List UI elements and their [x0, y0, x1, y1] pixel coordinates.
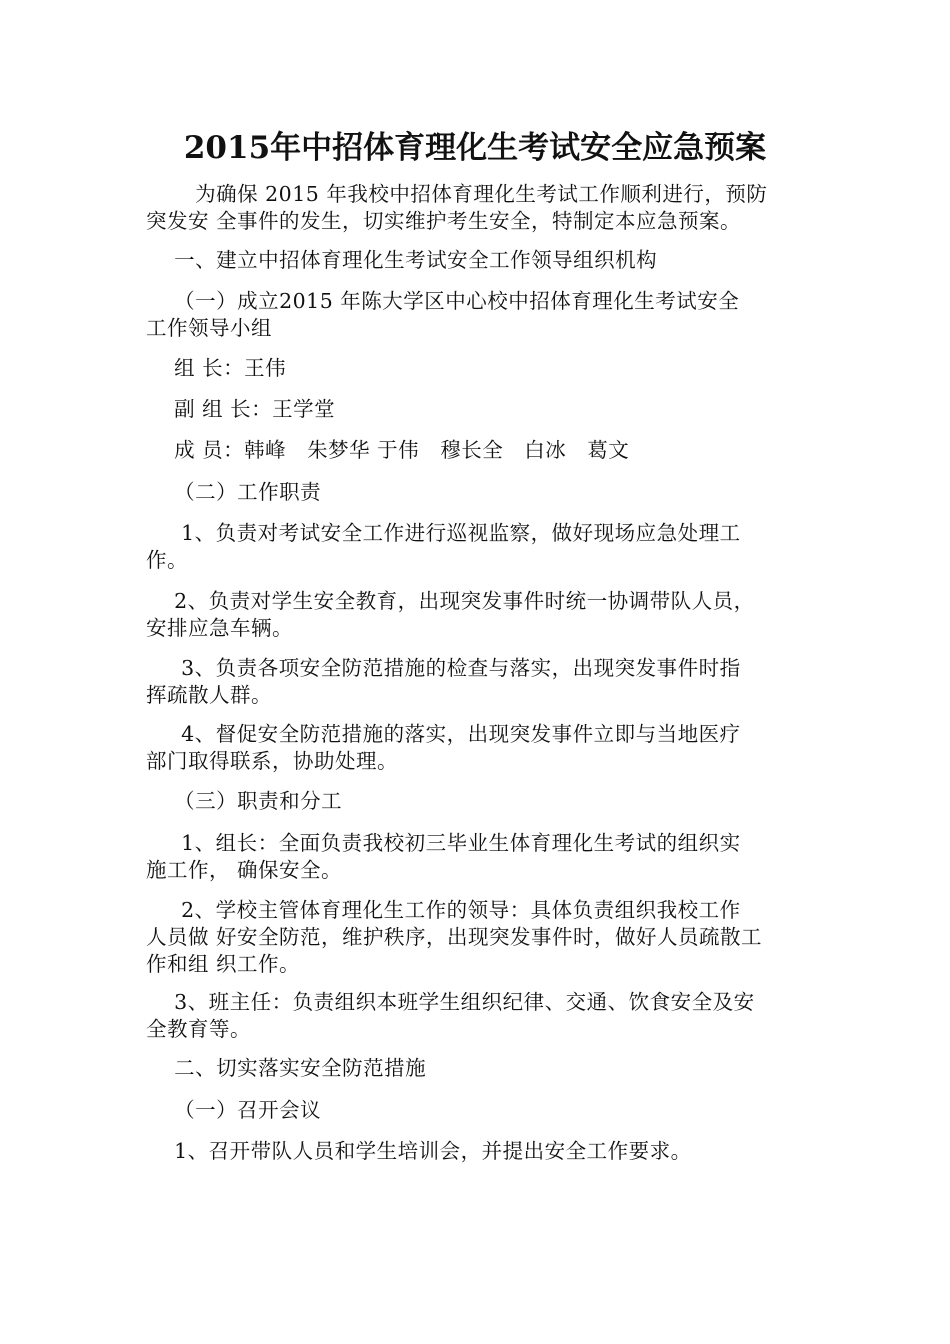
- paragraph-line: 1、组长：全面负责我校初三毕业生体育理化生考试的组织实: [146, 831, 741, 855]
- deputy-group-leader: [146, 396, 806, 423]
- paragraph-line: 人员做 好安全防范，维护秩序，出现突发事件时，做好人员疏散工: [146, 925, 763, 949]
- paragraph-line: 施工作， 确保安全。: [146, 858, 343, 882]
- paragraph-line: 突发安 全事件的发生，切实维护考生安全，特制定本应急预案。: [146, 209, 742, 233]
- paragraph-line: 安排应急车辆。: [146, 616, 293, 640]
- paragraph-line: 工作领导小组: [146, 316, 272, 340]
- group-leader: [146, 355, 806, 382]
- paragraph-line: 4、督促安全防范措施的落实，出现突发事件立即与当地医疗: [146, 722, 741, 746]
- paragraph-line: 副 组 长：王学堂: [146, 397, 336, 421]
- paragraph-line: 3、负责各项安全防范措施的检查与落实，出现突发事件时指: [146, 656, 741, 680]
- paragraph-line: 全教育等。: [146, 1017, 251, 1041]
- document-title: 2015年中招体育理化生考试安全应急预案: [183, 130, 767, 166]
- paragraph-line: 为确保 2015 年我校中招体育理化生考试工作顺利进行，预防: [146, 182, 768, 206]
- paragraph-line: 挥疏散人群。: [146, 683, 272, 707]
- duty-item-1: [146, 520, 806, 574]
- paragraph-line: 2、负责对学生安全教育，出现突发事件时统一协调带队人员，: [146, 589, 755, 613]
- duty-item-2: [146, 588, 806, 642]
- paragraph-line: 二、切实落实安全防范措施: [146, 1056, 427, 1080]
- paragraph-line: 2、学校主管体育理化生工作的领导：具体负责组织我校工作: [146, 898, 741, 922]
- duty-item-3: [146, 655, 806, 709]
- responsibility-item-2: [146, 897, 806, 978]
- duty-item-4: [146, 721, 806, 775]
- paragraph-line: 一、建立中招体育理化生考试安全工作领导组织机构: [146, 248, 658, 272]
- subheading-duties: [146, 479, 806, 506]
- subheading-leadership-group: [146, 288, 806, 342]
- paragraph-line: 成 员：韩峰 朱梦华 于伟 穆长全 白冰 葛文: [146, 438, 630, 462]
- subheading-meetings: [146, 1097, 806, 1124]
- group-members: [146, 437, 806, 464]
- paragraph-line: 3、班主任：负责组织本班学生组织纪律、交通、饮食安全及安: [146, 990, 755, 1014]
- paragraph-line: （三）职责和分工: [146, 789, 343, 813]
- paragraph-line: （一）成立2015 年陈大学区中心校中招体育理化生考试安全: [146, 289, 740, 313]
- responsibility-item-3: [146, 989, 806, 1043]
- paragraph-line: 1、负责对考试安全工作进行巡视监察，做好现场应急处理工: [146, 521, 741, 545]
- paragraph-intro: [146, 181, 806, 235]
- paragraph-line: （二）工作职责: [146, 480, 322, 504]
- subheading-responsibilities: [146, 788, 806, 815]
- heading-section-2: [146, 1055, 806, 1082]
- paragraph-line: （一）召开会议: [146, 1098, 322, 1122]
- paragraph-line: 作。: [146, 548, 188, 572]
- paragraph-line: 组 长：王伟: [146, 356, 287, 380]
- paragraph-line: 部门取得联系，协助处理。: [146, 749, 398, 773]
- paragraph-line: 1、召开带队人员和学生培训会，并提出安全工作要求。: [146, 1139, 692, 1163]
- heading-section-1: [146, 247, 806, 274]
- meeting-item-1: [146, 1138, 806, 1165]
- paragraph-line: 作和组 织工作。: [146, 952, 301, 976]
- responsibility-item-1: [146, 830, 806, 884]
